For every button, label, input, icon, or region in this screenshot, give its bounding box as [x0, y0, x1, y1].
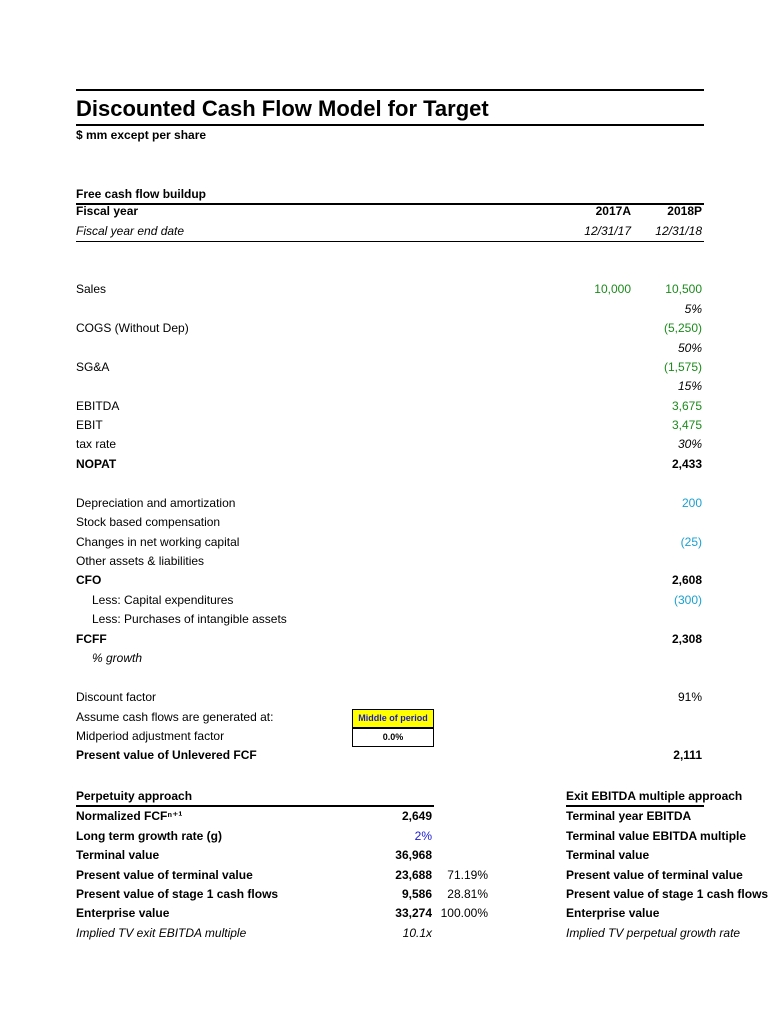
row-label: Sales — [76, 282, 107, 296]
row-label: NOPAT — [76, 457, 117, 471]
fiscal-year-end-label: Fiscal year end date — [76, 224, 185, 238]
row-label: % growth — [92, 651, 143, 665]
fiscal-year-end-row — [0, 222, 768, 241]
date-2018: 12/31/18 — [655, 224, 702, 238]
table-row — [0, 610, 768, 629]
row-label: Depreciation and amortization — [76, 496, 236, 510]
row-label: SG&A — [76, 360, 110, 374]
table-row — [0, 377, 768, 396]
date-2017: 12/31/17 — [584, 224, 631, 238]
row-label: Enterprise value — [566, 906, 660, 920]
exit-multiple-section-title: Exit EBITDA multiple approach — [566, 789, 743, 803]
row-label: Other assets & liabilities — [76, 554, 205, 568]
cell-value[interactable]: 3,475 — [671, 418, 702, 432]
cell-value[interactable]: 30% — [677, 437, 702, 451]
row-label: Terminal year EBITDA — [566, 809, 692, 823]
table-row — [0, 885, 768, 904]
perpetuity-section-title: Perpetuity approach — [76, 789, 193, 803]
cell-value[interactable]: (5,250) — [663, 321, 702, 335]
cell-value[interactable]: 3,675 — [671, 399, 702, 413]
table-row — [0, 358, 768, 377]
cell-value[interactable]: 5% — [684, 302, 702, 316]
row-label: Terminal value EBITDA multiple — [566, 829, 747, 843]
table-row — [0, 846, 768, 865]
row-label: Long term growth rate (g) — [76, 829, 222, 843]
table-row — [0, 924, 768, 943]
cell-value[interactable]: (25) — [680, 535, 702, 549]
cell-value[interactable]: 2,111 — [673, 748, 702, 762]
row-label: Less: Capital expenditures — [92, 593, 234, 607]
cell-value[interactable]: 33,274 — [395, 906, 432, 920]
row-label: Implied TV perpetual growth rate — [566, 926, 741, 940]
row-label: EBITDA — [76, 399, 120, 413]
cell-value[interactable]: 36,968 — [395, 848, 432, 862]
row-label: Terminal value — [76, 848, 160, 862]
table-row — [0, 494, 768, 513]
cash-flow-timing-select[interactable]: Middle of period — [352, 709, 434, 728]
table-row — [0, 746, 768, 765]
table-row — [0, 339, 768, 358]
fiscal-year-row — [0, 202, 768, 221]
cell-value[interactable]: (1,575) — [663, 360, 702, 374]
cell-value[interactable]: 2,433 — [671, 457, 702, 471]
page-subtitle: $ mm except per share — [76, 128, 207, 142]
table-row — [0, 513, 768, 532]
table-row — [0, 571, 768, 590]
table-row — [0, 904, 768, 923]
cell-percent[interactable]: 100.00% — [440, 906, 488, 920]
row-label: COGS (Without Dep) — [76, 321, 189, 335]
table-row — [0, 807, 768, 826]
cell-value[interactable]: 10.1x — [402, 926, 432, 940]
cell-value[interactable]: 200 — [681, 496, 702, 510]
row-label: Present value of terminal value — [566, 868, 743, 882]
row-label: EBIT — [76, 418, 103, 432]
title-rule — [76, 124, 704, 126]
row-label: Present value of stage 1 cash flows — [566, 887, 768, 901]
table-row — [0, 649, 768, 668]
row-label: Changes in net working capital — [76, 535, 240, 549]
cell-percent[interactable]: 71.19% — [447, 868, 488, 882]
row-label: Discount factor — [76, 690, 157, 704]
cell-value[interactable]: 2% — [414, 829, 432, 843]
row-label: Normalized FCFⁿ⁺¹ — [76, 809, 183, 823]
table-row — [0, 435, 768, 454]
row-label: Less: Purchases of intangible assets — [92, 612, 287, 626]
cell-value[interactable]: 2,308 — [671, 632, 702, 646]
fiscal-year-label: Fiscal year — [76, 204, 139, 218]
page-title: Discounted Cash Flow Model for Target — [76, 96, 489, 121]
table-row — [0, 827, 768, 846]
table-row — [0, 591, 768, 610]
midperiod-factor-cell[interactable]: 0.0% — [352, 728, 434, 747]
table-row — [0, 280, 768, 299]
table-row — [0, 300, 768, 319]
row-label: Implied TV exit EBITDA multiple — [76, 926, 247, 940]
table-row — [0, 397, 768, 416]
table-row — [0, 866, 768, 885]
cell-value[interactable]: 91% — [677, 690, 702, 704]
table-row — [0, 552, 768, 571]
row-label: Terminal value — [566, 848, 650, 862]
cell-value[interactable]: (300) — [673, 593, 702, 607]
row-label: Midperiod adjustment factor — [76, 729, 225, 743]
cell-value[interactable]: 9,586 — [401, 887, 432, 901]
cell-percent[interactable]: 28.81% — [447, 887, 488, 901]
row-label: Present value of stage 1 cash flows — [76, 887, 279, 901]
row-label: tax rate — [76, 437, 117, 451]
cell-value[interactable]: 10,000 — [594, 282, 631, 296]
year-2018-header: 2018P — [667, 204, 702, 218]
cell-value[interactable]: 15% — [677, 379, 702, 393]
cell-value[interactable]: 23,688 — [395, 868, 432, 882]
top-rule — [76, 89, 704, 91]
row-label: Assume cash flows are generated at: — [76, 710, 274, 724]
table-row — [0, 533, 768, 552]
cell-value[interactable]: 2,608 — [671, 573, 702, 587]
row-label: Present value of terminal value — [76, 868, 253, 882]
row-label: Stock based compensation — [76, 515, 221, 529]
cell-value[interactable]: 10,500 — [665, 282, 702, 296]
table-row — [0, 416, 768, 435]
buildup-section-title: Free cash flow buildup — [76, 187, 207, 201]
cell-value[interactable]: 2,649 — [401, 809, 432, 823]
table-row — [0, 688, 768, 707]
row-label: Present value of Unlevered FCF — [76, 748, 257, 762]
table-row — [0, 319, 768, 338]
year-2017-header: 2017A — [595, 204, 631, 218]
cell-value[interactable]: 50% — [677, 341, 702, 355]
row-label: FCFF — [76, 632, 107, 646]
row-label: CFO — [76, 573, 102, 587]
row-label: Enterprise value — [76, 906, 170, 920]
header-underline — [76, 241, 704, 242]
table-row — [0, 630, 768, 649]
table-row — [0, 455, 768, 474]
